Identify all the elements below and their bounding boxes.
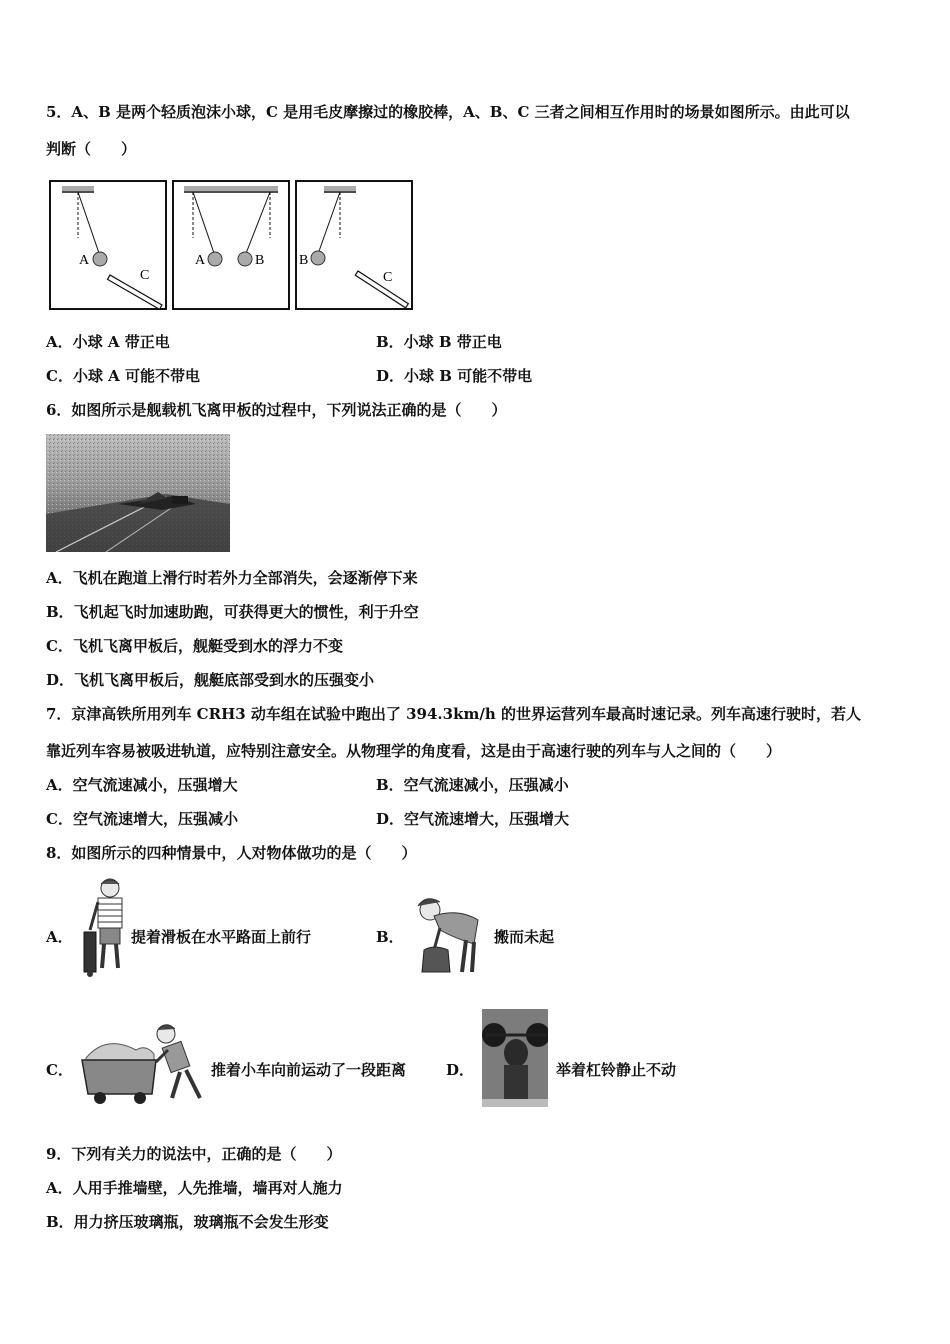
q8-option-a-letter: A． (46, 928, 73, 946)
q7-option-b: B．空气流速减小，压强减小 (376, 776, 569, 794)
q5-label-b: B (255, 253, 265, 268)
q5-stem-line2: 判断（ ） (46, 140, 137, 158)
q8-option-b-text: 搬而未起 (494, 928, 555, 946)
q6-option-d: D．飞机飞离甲板后，舰艇底部受到水的压强变小 (46, 671, 375, 689)
q7-stem-line1: 7．京津高铁所用列车 CRH3 动车组在试验中跑出了 394.3km/h 的世界运营列车最高时速记录。列车高速行驶时，若人 (46, 705, 861, 723)
q7-option-d: D．空气流速增大，压强增大 (376, 810, 570, 828)
q5-option-b: B．小球 B 带正电 (376, 333, 502, 351)
q5-panel-1 (50, 181, 166, 309)
q8-girl-lifting-bag (404, 888, 492, 978)
q9-option-b: B．用力挤压玻璃瓶，玻璃瓶不会发生形变 (46, 1213, 329, 1231)
q8-option-d-letter: D． (446, 1061, 475, 1079)
q8-stem: 8．如图所示的四种情景中，人对物体做功的是（ ） (46, 844, 417, 862)
q7-stem-line2: 靠近列车容易被吸进轨道，应特别注意安全。从物理学的角度看，这是由于高速行驶的列车与人之间的（ ） (46, 742, 782, 760)
q5-panel-2 (173, 181, 289, 309)
q6-option-c: C．飞机飞离甲板后，舰艇受到水的浮力不变 (46, 637, 343, 655)
q9-option-a: A．人用手推墙壁，人先推墙，墙再对人施力 (46, 1179, 343, 1197)
q9-stem: 9．下列有关力的说法中，正确的是（ ） (46, 1145, 342, 1163)
q8-boy-with-skateboard (80, 874, 130, 978)
q6-option-b: B．飞机起飞时加速助跑，可获得更大的惯性，利于升空 (46, 603, 419, 621)
q6-carrier-photo (46, 434, 230, 552)
q8-option-c-text: 推着小车向前运动了一段距离 (211, 1061, 407, 1079)
q5-option-a: A．小球 A 带正电 (46, 333, 170, 351)
q6-option-a: A．飞机在跑道上滑行时若外力全部消失，会逐渐停下来 (46, 569, 418, 587)
q7-option-a: A．空气流速减小，压强增大 (46, 776, 238, 794)
q5-label-a: A (79, 253, 90, 268)
q5-label-c: C (140, 268, 150, 283)
q8-option-c-letter: C． (46, 1061, 73, 1079)
q5-label-c2: C (383, 270, 393, 285)
q5-figure (48, 178, 416, 312)
q8-option-a-text: 提着滑板在水平路面上前行 (131, 928, 312, 946)
q8-option-d-text: 举着杠铃静止不动 (556, 1061, 677, 1079)
q8-weightlifter-photo (482, 1009, 548, 1107)
q5-option-c: C．小球 A 可能不带电 (46, 367, 201, 385)
q5-panel-3 (296, 181, 412, 309)
q8-boy-pushing-cart (76, 1014, 208, 1106)
q7-option-c: C．空气流速增大，压强减小 (46, 810, 238, 828)
q5-stem-line1: 5．A、B 是两个轻质泡沫小球，C 是用毛皮摩擦过的橡胶棒，A、B、C 三者之间相互作用时的场景如图所示。由此可以 (46, 103, 850, 121)
q5-label-a2: A (195, 253, 206, 268)
q5-option-d: D．小球 B 可能不带电 (376, 367, 533, 385)
q8-option-b-letter: B． (376, 928, 404, 946)
q6-stem: 6．如图所示是舰载机飞离甲板的过程中，下列说法正确的是（ ） (46, 401, 507, 419)
q5-label-b2: B (299, 253, 309, 268)
